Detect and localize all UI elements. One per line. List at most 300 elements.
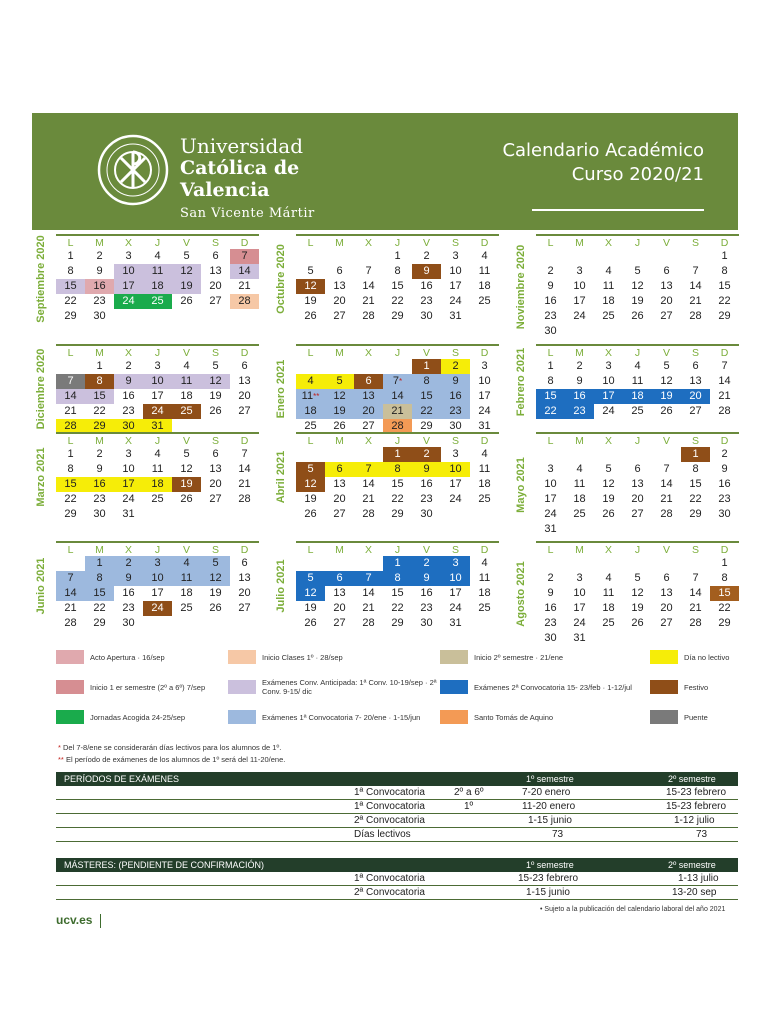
- day-cell: 24: [573, 310, 586, 322]
- day-cell: 24: [449, 493, 462, 505]
- weekday-header: J: [383, 432, 412, 447]
- row-semester2: 15-23 febrero: [666, 787, 727, 798]
- day-cell: 14: [238, 463, 251, 475]
- month-grid: [536, 541, 756, 646]
- day-cell: 1: [721, 557, 728, 569]
- day-cell: 13: [333, 478, 346, 490]
- month-january: [275, 344, 516, 434]
- weekday-header: D: [230, 344, 259, 359]
- legend-label: Inicio 2º semestre · 21/ene: [474, 652, 564, 662]
- day-cell: 23: [718, 493, 731, 505]
- day-cell: 21: [689, 295, 702, 307]
- empty-cell: [652, 249, 681, 264]
- day-cell: 26: [602, 508, 615, 520]
- legend-label: Exámenes Conv. Anticipada: 1ª Conv. 10-19/sep · 2ª Conv. 9-15/ dic: [262, 678, 437, 696]
- site-link[interactable]: ucv.es: [56, 913, 93, 927]
- weekday-header: S: [201, 344, 230, 359]
- day-cell: 20: [660, 295, 673, 307]
- day-cell: 28: [230, 294, 259, 309]
- legend-swatch: [228, 710, 256, 724]
- legend-swatch: [440, 650, 468, 664]
- empty-cell: [623, 249, 652, 264]
- weekday-header: D: [710, 344, 739, 359]
- weekday-header: S: [681, 541, 710, 556]
- day-cell: 11: [573, 478, 586, 490]
- day-cell: 17: [449, 478, 462, 490]
- day-cell: 9: [412, 264, 441, 279]
- calendar-title-line1: Calendario Académico: [502, 140, 704, 161]
- legend-label: Día no lectivo: [684, 652, 730, 662]
- day-cell: 24: [449, 295, 462, 307]
- month-april: [275, 432, 516, 522]
- legend-item-acogida: [56, 710, 185, 724]
- day-cell: 10: [573, 587, 586, 599]
- day-cell: 31: [449, 310, 462, 322]
- day-cell: 11: [602, 280, 615, 292]
- day-cell: 3: [605, 360, 612, 372]
- day-cell: 16: [544, 602, 557, 614]
- day-cell: 18: [623, 389, 652, 404]
- day-cell: 6: [212, 448, 219, 460]
- day-cell: 1: [85, 556, 114, 571]
- day-cell: 4: [154, 250, 161, 262]
- day-cell: 8: [692, 463, 699, 475]
- day-cell: 21: [362, 493, 375, 505]
- day-cell: 25: [602, 310, 615, 322]
- month-name-label: Abril 2021: [275, 450, 287, 504]
- day-cell: 22: [391, 602, 404, 614]
- day-cell: 29: [85, 419, 114, 434]
- day-cell: 12: [180, 463, 193, 475]
- exams-table-title: PERÍODOS DE EXÁMENES: [64, 774, 180, 784]
- note-2: [58, 754, 285, 766]
- day-cell: 19: [209, 587, 222, 599]
- month-october: [275, 234, 516, 324]
- day-cell: 9: [96, 265, 103, 277]
- month-name-label: Agosto 2021: [515, 560, 527, 627]
- legend-swatch: [56, 650, 84, 664]
- day-cell: 14: [56, 389, 85, 404]
- day-cell: 15: [412, 389, 441, 404]
- day-cell: 18: [296, 404, 325, 419]
- day-cell: 17: [114, 477, 143, 492]
- day-cell: 7: [365, 265, 372, 277]
- weekday-header: X: [594, 541, 623, 556]
- row-semester1: 73: [552, 829, 564, 840]
- day-cell: 11: [478, 265, 491, 277]
- day-cell: 9: [547, 280, 554, 292]
- day-cell: 10: [602, 375, 615, 387]
- day-cell: 22: [391, 295, 404, 307]
- day-cell: 20: [209, 280, 222, 292]
- weekday-header: V: [172, 234, 201, 249]
- weekday-header: J: [383, 344, 412, 359]
- table-row: [56, 828, 738, 842]
- weekday-header: L: [536, 541, 565, 556]
- day-cell: 11: [143, 264, 172, 279]
- day-cell: 13: [238, 572, 251, 584]
- day-cell: 11: [172, 374, 201, 389]
- legend-label: Santo Tomás de Aquino: [474, 712, 554, 722]
- month-may: [515, 432, 756, 537]
- day-cell: 6: [336, 265, 343, 277]
- day-cell: 29: [718, 310, 731, 322]
- day-cell: 26: [304, 508, 317, 520]
- day-cell: 6: [634, 463, 641, 475]
- day-cell: 26: [209, 602, 222, 614]
- row-semester2: 15-23 febrero: [666, 801, 727, 812]
- day-cell: 2: [96, 250, 103, 262]
- weekday-header: L: [536, 432, 565, 447]
- masters-table-title: MÁSTERES: (PENDIENTE DE CONFIRMACIÓN): [64, 860, 265, 870]
- empty-cell: [325, 249, 354, 264]
- day-cell: 10: [114, 264, 143, 279]
- weekday-header: S: [201, 432, 230, 447]
- day-cell: 16: [441, 389, 470, 404]
- day-cell: 12: [201, 571, 230, 586]
- day-cell: 10: [544, 478, 557, 490]
- footer-divider: [100, 914, 101, 928]
- weekday-header: M: [85, 344, 114, 359]
- day-cell: 27: [238, 602, 251, 614]
- month-grid: [536, 344, 756, 419]
- row-label: 1ª Convocatoria: [354, 873, 425, 884]
- row-label: 2ª Convocatoria: [354, 815, 425, 826]
- empty-cell: [383, 359, 412, 374]
- weekday-header: L: [296, 432, 325, 447]
- day-mark: **: [313, 392, 320, 401]
- weekday-header: M: [565, 541, 594, 556]
- day-cell: 7*: [383, 374, 412, 389]
- day-cell: 13: [238, 375, 251, 387]
- day-cell: 17: [594, 389, 623, 404]
- weekday-header: X: [594, 344, 623, 359]
- month-name: [272, 234, 290, 324]
- empty-cell: [296, 447, 325, 462]
- masters-col-semester1: 1º semestre: [526, 860, 574, 870]
- month-name-label: Marzo 2021: [35, 447, 47, 507]
- exams-table: [56, 772, 738, 842]
- day-cell: 26: [180, 295, 193, 307]
- day-cell: 15: [718, 280, 731, 292]
- empty-cell: [56, 556, 85, 571]
- day-cell: 6: [663, 572, 670, 584]
- day-cell: 14: [362, 280, 375, 292]
- day-cell: 14: [383, 389, 412, 404]
- row-semester2: 13-20 sep: [672, 887, 717, 898]
- legend-item-inicio1: [56, 680, 205, 694]
- month-name-label: Octubre 2020: [275, 244, 287, 314]
- day-cell: 9: [114, 571, 143, 586]
- day-cell: 5: [325, 374, 354, 389]
- day-cell: 5: [183, 250, 190, 262]
- day-cell: 29: [391, 310, 404, 322]
- weekday-header: J: [623, 234, 652, 249]
- day-cell: 10: [143, 374, 172, 389]
- day-cell: 7: [692, 572, 699, 584]
- month-name-label: Junio 2021: [35, 557, 47, 615]
- day-cell: 5: [296, 462, 325, 477]
- weekday-header: L: [56, 541, 85, 556]
- day-cell: 18: [602, 602, 615, 614]
- day-cell: 20: [238, 587, 251, 599]
- day-cell: 27: [238, 405, 251, 417]
- day-cell: 13: [660, 280, 673, 292]
- weekday-header: J: [143, 234, 172, 249]
- weekday-header: L: [296, 541, 325, 556]
- empty-cell: [325, 556, 354, 571]
- month-name: [272, 344, 290, 434]
- day-cell: 19: [304, 493, 317, 505]
- day-cell: 6: [212, 250, 219, 262]
- weekday-header: V: [412, 234, 441, 249]
- day-cell: 24: [122, 493, 135, 505]
- day-cell: 21: [238, 280, 251, 292]
- day-cell: 4: [481, 448, 488, 460]
- row-semester1: 11-20 enero: [522, 801, 576, 812]
- notes: [58, 742, 285, 766]
- day-cell: 8: [85, 571, 114, 586]
- day-cell: 17: [449, 280, 462, 292]
- day-cell: 12: [660, 375, 673, 387]
- day-cell: 22: [391, 493, 404, 505]
- day-cell: 18: [478, 280, 491, 292]
- day-cell: 3: [154, 360, 161, 372]
- day-cell: 12: [296, 279, 325, 294]
- day-cell: 18: [143, 279, 172, 294]
- month-february: [515, 344, 756, 419]
- day-cell: 8: [412, 374, 441, 389]
- day-cell: 20: [333, 602, 346, 614]
- legend-label: Jornadas Acogida 24-25/sep: [90, 712, 186, 722]
- empty-cell: [536, 249, 565, 264]
- weekday-header: J: [623, 541, 652, 556]
- note-2-mark: **: [58, 755, 64, 764]
- day-cell: 5: [296, 571, 325, 586]
- day-cell: 26: [180, 493, 193, 505]
- month-name: [512, 432, 530, 537]
- day-cell: 23: [122, 405, 135, 417]
- weekday-header: S: [441, 234, 470, 249]
- day-cell: 4: [172, 556, 201, 571]
- day-cell: 26: [209, 405, 222, 417]
- day-cell: 2: [547, 265, 554, 277]
- day-cell: 2: [125, 360, 132, 372]
- month-name: [512, 344, 530, 419]
- day-cell: 19: [631, 602, 644, 614]
- legend: [56, 648, 736, 734]
- weekday-header: V: [412, 432, 441, 447]
- empty-cell: [354, 556, 383, 571]
- day-cell: 20: [631, 493, 644, 505]
- month-name: [32, 541, 50, 631]
- day-cell: 13: [660, 587, 673, 599]
- day-cell: 24: [143, 404, 172, 419]
- day-cell: 13: [333, 280, 346, 292]
- legend-swatch: [228, 650, 256, 664]
- day-cell: 24: [478, 405, 491, 417]
- weekday-header: X: [354, 344, 383, 359]
- day-cell: 6: [663, 265, 670, 277]
- weekday-header: M: [325, 541, 354, 556]
- weekday-header: V: [172, 344, 201, 359]
- legend-swatch: [650, 710, 678, 724]
- day-cell: 18: [573, 493, 586, 505]
- day-cell: 30: [420, 508, 433, 520]
- day-cell: 18: [143, 477, 172, 492]
- weekday-header: X: [354, 541, 383, 556]
- day-cell: 31: [573, 632, 586, 644]
- day-cell: 29: [391, 508, 404, 520]
- day-cell: 16: [122, 587, 135, 599]
- month-grid: [296, 234, 516, 324]
- day-cell: 17: [573, 602, 586, 614]
- day-cell: 23: [565, 404, 594, 419]
- day-cell: 7: [721, 360, 728, 372]
- legend-item-exam1: [228, 710, 420, 724]
- day-cell: 30: [93, 508, 106, 520]
- day-cell: 21: [660, 493, 673, 505]
- empty-cell: [536, 447, 565, 462]
- row-label: Días lectivos: [354, 829, 411, 840]
- month-grid: [536, 432, 756, 537]
- day-cell: 1: [412, 359, 441, 374]
- day-cell: 6: [241, 360, 248, 372]
- month-grid: [296, 541, 516, 631]
- day-cell: 13: [631, 478, 644, 490]
- weekday-header: V: [412, 541, 441, 556]
- day-cell: 24: [544, 508, 557, 520]
- day-cell: 31: [143, 419, 172, 434]
- day-cell: 14: [689, 280, 702, 292]
- day-cell: 23: [93, 493, 106, 505]
- day-cell: 22: [64, 493, 77, 505]
- table-row: [56, 886, 738, 900]
- weekday-header: D: [470, 234, 499, 249]
- weekday-header: X: [114, 234, 143, 249]
- day-cell: 23: [544, 310, 557, 322]
- month-name: [272, 541, 290, 631]
- day-cell: 4: [576, 463, 583, 475]
- day-cell: 11**: [296, 389, 325, 404]
- day-cell: 20: [333, 295, 346, 307]
- day-cell: 13: [209, 265, 222, 277]
- day-cell: 3: [576, 265, 583, 277]
- day-cell: 28: [383, 419, 412, 434]
- month-grid: [56, 344, 276, 434]
- row-semester1: 1-15 junio: [526, 887, 570, 898]
- empty-cell: [354, 447, 383, 462]
- day-cell: 8: [721, 572, 728, 584]
- day-cell: 28: [56, 419, 85, 434]
- row-course: 2º a 6º: [454, 787, 484, 798]
- note-1-text: Del 7-8/ene se considerarán días lectivos para los alumnos de 1º.: [63, 743, 282, 752]
- day-cell: 10: [478, 375, 491, 387]
- day-cell: 1: [383, 447, 412, 462]
- day-cell: 5: [634, 572, 641, 584]
- day-cell: 28: [660, 508, 673, 520]
- day-cell: 3: [481, 360, 488, 372]
- day-cell: 14: [362, 478, 375, 490]
- title-underline: [532, 209, 704, 211]
- day-cell: 1: [394, 250, 401, 262]
- day-cell: 9: [114, 374, 143, 389]
- day-cell: 27: [660, 310, 673, 322]
- weekday-header: V: [652, 432, 681, 447]
- day-cell: 28: [362, 617, 375, 629]
- day-cell: 27: [631, 508, 644, 520]
- weekday-header: L: [56, 344, 85, 359]
- day-cell: 11: [478, 463, 491, 475]
- day-cell: 29: [64, 310, 77, 322]
- day-cell: 17: [478, 390, 491, 402]
- day-cell: 20: [333, 493, 346, 505]
- day-cell: 16: [85, 279, 114, 294]
- day-cell: 14: [230, 264, 259, 279]
- day-cell: 7: [230, 249, 259, 264]
- day-cell: 11: [172, 571, 201, 586]
- day-cell: 24: [602, 405, 615, 417]
- day-cell: 11: [602, 587, 615, 599]
- day-cell: 23: [420, 602, 433, 614]
- day-cell: 11: [478, 572, 491, 584]
- day-cell: 20: [354, 404, 383, 419]
- day-cell: 6: [325, 462, 354, 477]
- day-cell: 15: [536, 389, 565, 404]
- day-cell: 23: [93, 295, 106, 307]
- calendar-title-line2: Curso 2020/21: [571, 164, 704, 185]
- legend-item-inicio2: [440, 650, 563, 664]
- day-cell: 8: [85, 374, 114, 389]
- month-name-label: Mayo 2021: [515, 456, 527, 513]
- day-cell: 6: [325, 571, 354, 586]
- day-cell: 19: [652, 389, 681, 404]
- weekday-header: D: [230, 541, 259, 556]
- empty-cell: [56, 359, 85, 374]
- weekday-header: D: [230, 432, 259, 447]
- weekday-header: S: [681, 344, 710, 359]
- day-cell: 23: [441, 404, 470, 419]
- day-cell: 26: [631, 310, 644, 322]
- day-cell: 2: [412, 447, 441, 462]
- month-grid: [536, 234, 756, 339]
- legend-swatch: [440, 680, 468, 694]
- note-2-text: El período de exámenes de los alumnos de 1º será del 11-20/ene.: [65, 755, 286, 764]
- day-cell: 5: [183, 448, 190, 460]
- day-cell: 23: [122, 602, 135, 614]
- day-cell: 25: [304, 420, 317, 432]
- day-mark: *: [399, 377, 403, 386]
- day-cell: 10: [449, 265, 462, 277]
- day-cell: 15: [391, 478, 404, 490]
- day-cell: 21: [718, 390, 731, 402]
- weekday-header: M: [565, 432, 594, 447]
- day-cell: 24: [573, 617, 586, 629]
- university-line3: Valencia: [180, 179, 270, 201]
- day-cell: 3: [452, 250, 459, 262]
- university-name: [180, 135, 315, 225]
- day-cell: 7: [692, 265, 699, 277]
- day-cell: 28: [238, 493, 251, 505]
- day-cell: 25: [151, 493, 164, 505]
- weekday-header: M: [565, 344, 594, 359]
- day-cell: 12: [602, 478, 615, 490]
- legend-swatch: [56, 710, 84, 724]
- day-cell: 8: [547, 375, 554, 387]
- month-name: [512, 234, 530, 339]
- day-cell: 13: [333, 587, 346, 599]
- weekday-header: X: [114, 541, 143, 556]
